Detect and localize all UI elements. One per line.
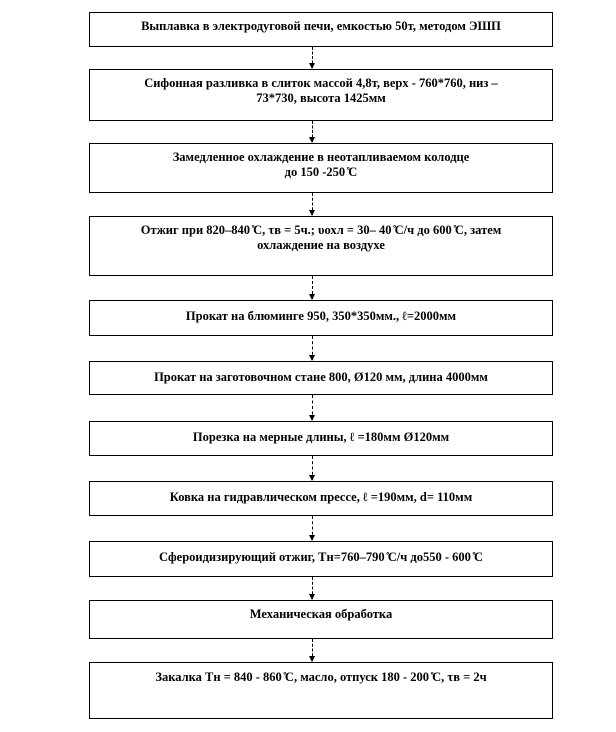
flow-arrow <box>312 121 313 142</box>
step-cutting <box>89 421 553 456</box>
step-forging-text: Ковка на гидравлическом прессе, ℓ =190мм, d= 110мм <box>169 490 473 504</box>
step-spheroidizing <box>89 541 553 577</box>
flow-arrow <box>312 577 313 599</box>
step-billet-rolling <box>89 361 553 395</box>
step-cutting-text: Порезка на мерные длины, ℓ =180мм Ø120мм <box>192 430 450 444</box>
step-forging <box>89 481 553 516</box>
step-annealing <box>89 216 553 276</box>
flow-arrow <box>312 516 313 540</box>
flow-arrow <box>312 639 313 661</box>
step-slow-cooling-text: Замедленное охлаждение в неотапливаемом колодце до 150 -250 ̊С <box>172 150 470 179</box>
flow-arrow <box>312 395 313 420</box>
step-blooming-rolling-text: Прокат на блюминге 950, 350*350мм., ℓ=2000мм <box>185 309 457 323</box>
step-machining-text: Механическая обработка <box>249 607 393 621</box>
flow-arrow <box>312 276 313 299</box>
flow-arrow <box>312 456 313 480</box>
step-slow-cooling <box>89 143 553 193</box>
step-blooming-rolling <box>89 300 553 336</box>
step-spheroidizing-text: Сфероидизирующий отжиг, Тн=760–790 ̊С/ч до550 - 600 ̊С <box>158 550 484 564</box>
flow-arrow <box>312 336 313 360</box>
step-quenching-text: Закалка Тн = 840 - 860 ̊С, масло, отпуск 180 - 200 ̊С, τв = 2ч <box>155 670 487 684</box>
step-billet-rolling-text: Прокат на заготовочном стане 800, Ø120 мм, длина 4000мм <box>154 370 488 384</box>
step-casting <box>89 69 553 121</box>
flow-arrow <box>312 193 313 215</box>
step-quenching <box>89 662 553 719</box>
step-machining <box>89 600 553 639</box>
flow-arrow <box>312 47 313 68</box>
step-annealing-text: Отжиг при 820–840 ̊С, τв = 5ч.; υохл = 30– 40 ̊С/ч до 600 ̊С, затем охлаждение на воздухе <box>140 223 502 252</box>
step-casting-text: Сифонная разливка в слиток массой 4,8т, верх - 760*760, низ – 73*730, высота 1425мм <box>144 76 498 105</box>
step-melting <box>89 12 553 47</box>
step-melting-text: Выплавка в электродуговой печи, емкостью 50т, методом ЭШП <box>141 19 501 33</box>
